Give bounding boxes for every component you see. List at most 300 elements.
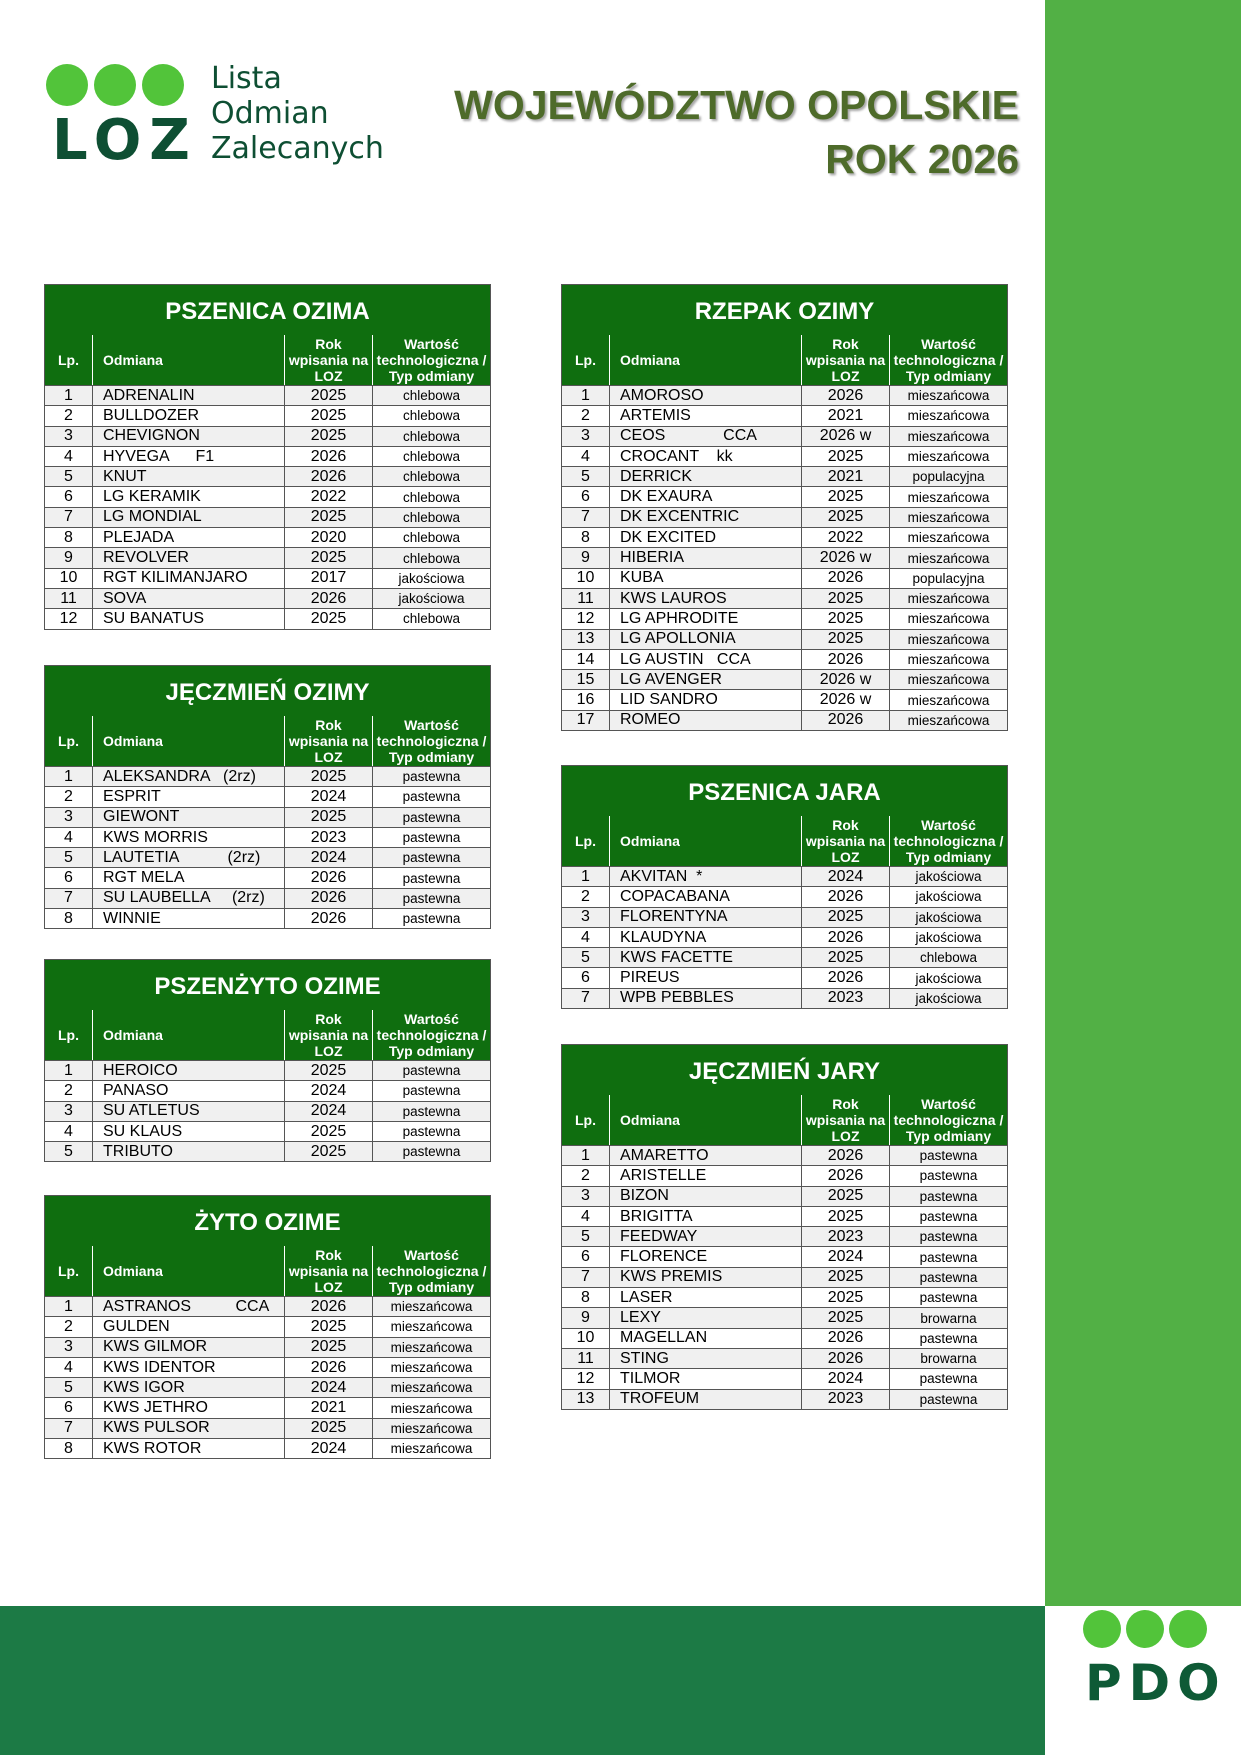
row-lp: 11	[577, 589, 594, 607]
row-type: chlebowa	[372, 528, 490, 547]
row-lp: 9	[64, 549, 73, 567]
header-lp: Lp.	[575, 833, 596, 849]
row-variety: SU BANATUS	[92, 609, 284, 628]
row-variety: ALEKSANDRA (2rz)	[92, 767, 284, 786]
row-variety: ASTRANOS CCA	[92, 1297, 284, 1316]
table-header	[45, 1010, 490, 1060]
row-lp: 9	[581, 1309, 590, 1327]
table-row	[45, 1316, 490, 1336]
row-lp: 1	[581, 1146, 590, 1164]
variety-table	[44, 959, 491, 1162]
table-row	[562, 927, 1007, 947]
row-year: 2020	[284, 528, 372, 547]
row-type: pastewna	[889, 1369, 1007, 1388]
variety-table	[44, 284, 491, 630]
row-year: 2025	[801, 1288, 889, 1307]
row-variety: STING	[609, 1349, 801, 1368]
row-variety: SU ATLETUS	[92, 1102, 284, 1121]
row-lp: 5	[581, 948, 590, 966]
header-year: Rok wpisania na LOZ	[284, 1246, 372, 1296]
row-year: 2025	[284, 609, 372, 628]
row-type: jakościowa	[889, 989, 1007, 1008]
row-year: 2026	[284, 447, 372, 466]
row-year: 2026	[801, 1166, 889, 1185]
row-year: 2025	[801, 487, 889, 506]
row-lp: 5	[64, 1378, 73, 1396]
row-year: 2025	[801, 1308, 889, 1327]
table-header	[562, 335, 1007, 385]
header-type: Wartość technologiczna / Typ odmiany	[372, 1246, 490, 1296]
row-variety: KWS FACETTE	[609, 948, 801, 967]
row-year: 2024	[284, 1102, 372, 1121]
table-row	[45, 1060, 490, 1080]
header-type: Wartość technologiczna / Typ odmiany	[372, 1010, 490, 1060]
table-row	[562, 689, 1007, 709]
table-body	[45, 1060, 490, 1161]
page-title-year: ROK 2026	[825, 136, 1019, 182]
row-lp: 8	[64, 1439, 73, 1457]
row-type: mieszańcowa	[889, 427, 1007, 446]
row-variety: SU KLAUS	[92, 1122, 284, 1141]
table-row	[45, 867, 490, 887]
row-lp: 8	[64, 909, 73, 927]
table-body	[562, 1145, 1007, 1409]
row-year: 2025	[284, 1142, 372, 1161]
row-year: 2026	[284, 868, 372, 887]
header-year: Rok wpisania na LOZ	[284, 335, 372, 385]
row-lp: 6	[581, 1248, 590, 1266]
table-row	[45, 1101, 490, 1121]
row-type: mieszańcowa	[889, 630, 1007, 649]
table-row	[45, 507, 490, 527]
table-row	[562, 486, 1007, 506]
row-type: mieszańcowa	[889, 528, 1007, 547]
table-row	[45, 847, 490, 867]
row-variety: LAUTETIA (2rz)	[92, 848, 284, 867]
row-year: 2024	[284, 848, 372, 867]
row-type: pastewna	[372, 909, 490, 928]
row-year: 2022	[801, 528, 889, 547]
row-variety: RGT MELA	[92, 868, 284, 887]
row-type: mieszańcowa	[889, 406, 1007, 425]
row-type: jakościowa	[889, 867, 1007, 886]
row-lp: 10	[59, 569, 78, 587]
row-variety: HEROICO	[92, 1061, 284, 1080]
row-lp: 8	[581, 528, 590, 546]
row-lp: 7	[581, 1268, 590, 1286]
row-type: mieszańcowa	[889, 589, 1007, 608]
row-year: 2025	[284, 808, 372, 827]
row-lp: 4	[581, 1207, 590, 1225]
row-type: populacyjna	[889, 467, 1007, 486]
row-variety: KUBA	[609, 569, 801, 588]
row-variety: FLORENTYNA	[609, 908, 801, 927]
row-lp: 2	[581, 1166, 590, 1184]
header-lp: Lp.	[58, 352, 79, 368]
header-name: Odmiana	[609, 1095, 801, 1145]
row-type: mieszańcowa	[889, 447, 1007, 466]
table-row	[562, 967, 1007, 987]
row-variety: HYVEGA F1	[92, 447, 284, 466]
row-type: mieszańcowa	[889, 386, 1007, 405]
row-year: 2021	[284, 1398, 372, 1417]
table-title: JĘCZMIEŃ JARY	[562, 1045, 1007, 1095]
row-year: 2025	[284, 406, 372, 425]
header-lp: Lp.	[58, 733, 79, 749]
table-row	[45, 807, 490, 827]
row-variety: LG KERAMIK	[92, 487, 284, 506]
table-row	[45, 527, 490, 547]
row-lp: 3	[64, 1102, 73, 1120]
row-lp: 2	[581, 406, 590, 424]
row-variety: KNUT	[92, 467, 284, 486]
header-year: Rok wpisania na LOZ	[284, 1010, 372, 1060]
row-variety: TRIBUTO	[92, 1142, 284, 1161]
table-row	[562, 1145, 1007, 1165]
row-variety: LG APHRODITE	[609, 609, 801, 628]
variety-table	[44, 665, 491, 929]
row-lp: 5	[581, 467, 590, 485]
row-year: 2025	[284, 1419, 372, 1438]
row-lp: 3	[64, 1338, 73, 1356]
table-row	[45, 1397, 490, 1417]
table-row	[45, 1418, 490, 1438]
table-row	[562, 466, 1007, 486]
row-year: 2025	[801, 447, 889, 466]
table-row	[562, 588, 1007, 608]
table-row	[45, 888, 490, 908]
row-variety: FEEDWAY	[609, 1227, 801, 1246]
row-year: 2024	[801, 867, 889, 886]
page-title-region: WOJEWÓDZTWO OPOLSKIE	[454, 82, 1019, 128]
table-row	[562, 710, 1007, 730]
header-lp: Lp.	[575, 1112, 596, 1128]
row-type: mieszańcowa	[889, 508, 1007, 527]
table-row	[562, 568, 1007, 588]
right-side-bar	[1045, 0, 1241, 1606]
row-type: chlebowa	[372, 427, 490, 446]
table-row	[562, 1287, 1007, 1307]
row-variety: TILMOR	[609, 1369, 801, 1388]
row-year: 2023	[801, 1390, 889, 1409]
row-lp: 4	[64, 447, 73, 465]
row-variety: COPACABANA	[609, 887, 801, 906]
row-year: 2025	[284, 386, 372, 405]
row-type: mieszańcowa	[889, 487, 1007, 506]
row-year: 2023	[801, 1227, 889, 1246]
row-type: mieszańcowa	[889, 609, 1007, 628]
row-type: chlebowa	[372, 487, 490, 506]
table-row	[562, 1206, 1007, 1226]
table-row	[562, 426, 1007, 446]
row-variety: SOVA	[92, 589, 284, 608]
table-body	[562, 385, 1007, 730]
row-lp: 12	[59, 609, 78, 627]
row-year: 2025	[801, 948, 889, 967]
table-row	[45, 446, 490, 466]
row-type: populacyjna	[889, 569, 1007, 588]
header-name: Odmiana	[609, 335, 801, 385]
row-year: 2025	[801, 630, 889, 649]
loz-word: Zalecanych	[211, 131, 384, 166]
table-header	[562, 1095, 1007, 1145]
table-row	[45, 786, 490, 806]
row-variety: AMOROSO	[609, 386, 801, 405]
row-type: chlebowa	[889, 948, 1007, 967]
loz-word: Lista	[211, 61, 282, 96]
table-title: PSZENŻYTO OZIME	[45, 960, 490, 1010]
row-year: 2026 w	[801, 427, 889, 446]
row-year: 2025	[801, 1207, 889, 1226]
table-header	[562, 816, 1007, 866]
row-variety: LEXY	[609, 1308, 801, 1327]
row-year: 2021	[801, 406, 889, 425]
row-lp: 7	[581, 989, 590, 1007]
table-row	[45, 486, 490, 506]
row-year: 2022	[284, 487, 372, 506]
row-variety: LID SANDRO	[609, 690, 801, 709]
table-row	[562, 1389, 1007, 1409]
row-year: 2026	[284, 589, 372, 608]
row-type: pastewna	[889, 1247, 1007, 1266]
row-year: 2025	[284, 1122, 372, 1141]
table-row	[45, 608, 490, 628]
row-lp: 1	[581, 867, 590, 885]
row-type: pastewna	[889, 1329, 1007, 1348]
row-type: chlebowa	[372, 447, 490, 466]
row-variety: RGT KILIMANJARO	[92, 569, 284, 588]
table-row	[45, 426, 490, 446]
variety-table	[561, 284, 1008, 731]
header-name: Odmiana	[92, 1246, 284, 1296]
row-year: 2026	[801, 1146, 889, 1165]
row-lp: 9	[581, 549, 590, 567]
row-year: 2024	[284, 787, 372, 806]
table-row	[562, 608, 1007, 628]
row-lp: 2	[64, 406, 73, 424]
table-body	[45, 1296, 490, 1458]
row-variety: ARISTELLE	[609, 1166, 801, 1185]
row-lp: 1	[64, 767, 73, 785]
table-row	[562, 1246, 1007, 1266]
row-variety: KWS GILMOR	[92, 1338, 284, 1357]
table-row	[45, 1080, 490, 1100]
table-row	[562, 1165, 1007, 1185]
row-type: jakościowa	[889, 887, 1007, 906]
row-type: mieszańcowa	[372, 1398, 490, 1417]
row-year: 2026	[801, 1349, 889, 1368]
row-year: 2026	[801, 650, 889, 669]
row-variety: KWS JETHRO	[92, 1398, 284, 1417]
row-year: 2026	[801, 386, 889, 405]
header-name: Odmiana	[92, 1010, 284, 1060]
row-variety: BIZON	[609, 1187, 801, 1206]
header-name: Odmiana	[609, 816, 801, 866]
header-type: Wartość technologiczna / Typ odmiany	[889, 335, 1007, 385]
row-lp: 5	[64, 467, 73, 485]
row-lp: 1	[64, 386, 73, 404]
row-variety: LG AUSTIN CCA	[609, 650, 801, 669]
row-year: 2025	[801, 1187, 889, 1206]
row-lp: 1	[64, 1297, 73, 1315]
table-row	[562, 947, 1007, 967]
table-title: PSZENICA JARA	[562, 766, 1007, 816]
row-lp: 12	[576, 609, 595, 627]
table-body	[45, 385, 490, 629]
table-row	[562, 629, 1007, 649]
row-type: mieszańcowa	[889, 690, 1007, 709]
row-lp: 3	[64, 808, 73, 826]
variety-table	[561, 1044, 1008, 1410]
row-variety: WPB PEBBLES	[609, 989, 801, 1008]
row-variety: KWS IGOR	[92, 1378, 284, 1397]
row-variety: KLAUDYNA	[609, 928, 801, 947]
row-lp: 6	[581, 488, 590, 506]
table-row	[45, 908, 490, 928]
row-lp: 13	[576, 630, 595, 648]
row-variety: LG APOLLONIA	[609, 630, 801, 649]
row-variety: DK EXCENTRIC	[609, 508, 801, 527]
row-type: mieszańcowa	[372, 1419, 490, 1438]
row-type: mieszańcowa	[889, 711, 1007, 730]
row-year: 2026	[801, 1329, 889, 1348]
row-lp: 10	[576, 569, 595, 587]
header-year: Rok wpisania na LOZ	[284, 716, 372, 766]
row-year: 2024	[284, 1378, 372, 1397]
row-variety: PIREUS	[609, 968, 801, 987]
row-type: pastewna	[372, 1081, 490, 1100]
row-year: 2025	[284, 1338, 372, 1357]
row-type: pastewna	[372, 1102, 490, 1121]
row-type: chlebowa	[372, 548, 490, 567]
row-variety: KWS LAUROS	[609, 589, 801, 608]
table-row	[562, 886, 1007, 906]
table-body	[562, 866, 1007, 1008]
row-lp: 2	[64, 787, 73, 805]
row-type: mieszańcowa	[889, 670, 1007, 689]
row-type: pastewna	[372, 828, 490, 847]
row-year: 2024	[284, 1439, 372, 1458]
row-lp: 7	[64, 508, 73, 526]
row-variety: DK EXAURA	[609, 487, 801, 506]
table-row	[562, 547, 1007, 567]
row-type: chlebowa	[372, 609, 490, 628]
row-type: mieszańcowa	[372, 1378, 490, 1397]
row-type: jakościowa	[889, 928, 1007, 947]
loz-dots-icon	[46, 64, 190, 111]
row-lp: 6	[64, 488, 73, 506]
row-lp: 6	[581, 969, 590, 987]
row-variety: SU LAUBELLA (2rz)	[92, 889, 284, 908]
row-lp: 5	[64, 1142, 73, 1160]
row-variety: REVOLVER	[92, 548, 284, 567]
bottom-bar	[0, 1606, 1045, 1755]
row-lp: 2	[64, 1317, 73, 1335]
row-type: jakościowa	[889, 908, 1007, 927]
row-year: 2026	[284, 1358, 372, 1377]
row-year: 2017	[284, 569, 372, 588]
row-type: mieszańcowa	[889, 650, 1007, 669]
row-type: pastewna	[372, 848, 490, 867]
table-row	[562, 988, 1007, 1008]
table-header	[45, 1246, 490, 1296]
table-row	[562, 1348, 1007, 1368]
row-year: 2025	[801, 1268, 889, 1287]
header-type: Wartość technologiczna / Typ odmiany	[889, 816, 1007, 866]
row-variety: GIEWONT	[92, 808, 284, 827]
row-lp: 1	[581, 386, 590, 404]
row-type: pastewna	[889, 1187, 1007, 1206]
row-variety: LG AVENGER	[609, 670, 801, 689]
row-year: 2026	[801, 968, 889, 987]
table-row	[45, 1296, 490, 1316]
row-variety: ESPRIT	[92, 787, 284, 806]
row-lp: 3	[581, 1187, 590, 1205]
row-type: mieszańcowa	[372, 1317, 490, 1336]
row-lp: 5	[64, 848, 73, 866]
row-year: 2026	[801, 711, 889, 730]
page-title	[454, 78, 1019, 186]
row-lp: 5	[581, 1227, 590, 1245]
row-year: 2025	[801, 609, 889, 628]
row-year: 2026	[801, 887, 889, 906]
row-type: mieszańcowa	[372, 1439, 490, 1458]
row-year: 2021	[801, 467, 889, 486]
row-variety: AMARETTO	[609, 1146, 801, 1165]
row-lp: 10	[576, 1329, 595, 1347]
loz-logo-words	[211, 61, 384, 166]
row-variety: GULDEN	[92, 1317, 284, 1336]
row-type: pastewna	[372, 868, 490, 887]
row-type: mieszańcowa	[889, 548, 1007, 567]
table-row	[45, 1141, 490, 1161]
table-row	[45, 1377, 490, 1397]
table-row	[45, 568, 490, 588]
loz-logo	[46, 61, 384, 173]
header-type: Wartość technologiczna / Typ odmiany	[889, 1095, 1007, 1145]
row-type: jakościowa	[889, 968, 1007, 987]
table-row	[562, 405, 1007, 425]
row-type: browarna	[889, 1308, 1007, 1327]
row-lp: 6	[64, 869, 73, 887]
row-variety: KWS PULSOR	[92, 1419, 284, 1438]
row-variety: FLORENCE	[609, 1247, 801, 1266]
row-variety: ADRENALIN	[92, 386, 284, 405]
row-type: jakościowa	[372, 569, 490, 588]
row-type: pastewna	[889, 1166, 1007, 1185]
row-lp: 13	[576, 1390, 595, 1408]
row-year: 2026	[801, 928, 889, 947]
row-variety: HIBERIA	[609, 548, 801, 567]
row-variety: CHEVIGNON	[92, 427, 284, 446]
table-row	[562, 649, 1007, 669]
table-row	[562, 1267, 1007, 1287]
row-variety: KWS MORRIS	[92, 828, 284, 847]
table-row	[562, 1368, 1007, 1388]
pdo-logo	[1045, 1606, 1241, 1755]
table-title: RZEPAK OZIMY	[562, 285, 1007, 335]
row-year: 2025	[801, 589, 889, 608]
row-lp: 16	[576, 691, 595, 709]
row-lp: 4	[64, 1122, 73, 1140]
table-row	[45, 1438, 490, 1458]
row-type: pastewna	[372, 889, 490, 908]
row-type: mieszańcowa	[372, 1297, 490, 1316]
table-row	[562, 866, 1007, 886]
table-row	[562, 669, 1007, 689]
header-year: Rok wpisania na LOZ	[801, 1095, 889, 1145]
table-row	[562, 1186, 1007, 1206]
